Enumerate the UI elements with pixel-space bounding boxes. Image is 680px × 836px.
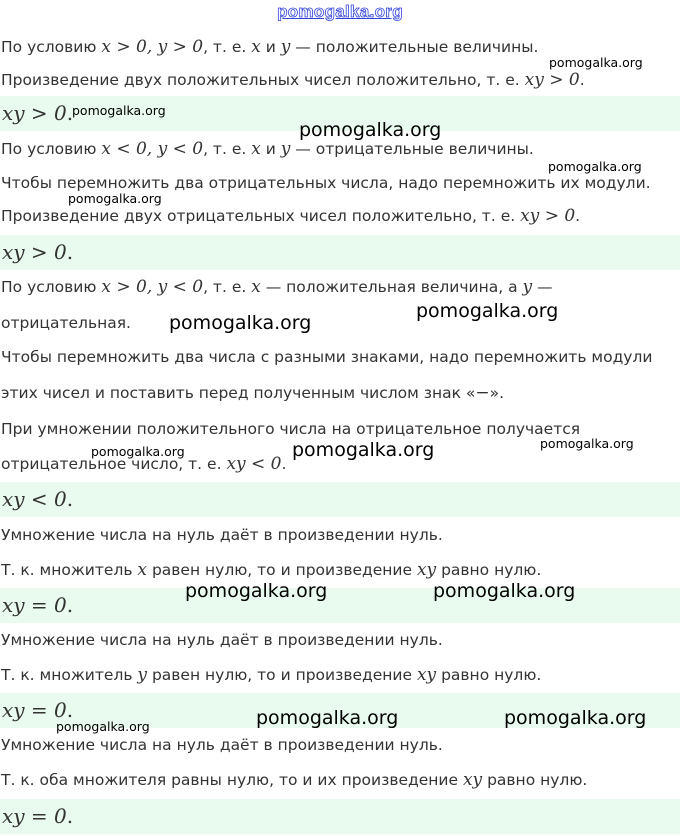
watermark: pomogalka.org: [416, 300, 559, 322]
text-fragment: — положительные величины.: [290, 38, 539, 56]
text-fragment: —: [532, 278, 553, 296]
text-fragment: , т. е.: [203, 278, 252, 296]
math-expression: xy < 0: [2, 487, 67, 511]
text-fragment: равно нулю.: [436, 561, 542, 579]
watermark: pomogalka.org: [292, 439, 435, 461]
text-fragment: этих чисел и поставить перед полученным числом знак «: [1, 384, 476, 402]
text-fragment: .: [66, 240, 74, 264]
math-expression: x > 0, y > 0: [101, 37, 204, 57]
text-fragment: По условию: [1, 140, 102, 158]
watermark: pomogalka.org: [256, 707, 399, 729]
text-line: [0, 658, 680, 693]
text-fragment: равен нулю, то и произведение: [147, 561, 417, 579]
math-expression: xy > 0: [520, 206, 576, 226]
watermark: pomogalka.org: [299, 119, 442, 141]
site-header: [0, 0, 680, 26]
text-fragment: равно нулю.: [436, 666, 542, 684]
math-expression: xy > 0: [524, 70, 580, 90]
math-expression: −: [475, 383, 490, 403]
math-expression: x: [137, 560, 148, 580]
text-fragment: .: [66, 804, 74, 828]
math-expression: y: [280, 139, 291, 159]
math-expression: y: [522, 277, 533, 297]
watermark: pomogalka.org: [68, 191, 162, 206]
text-fragment: .: [66, 487, 74, 511]
watermark: pomogalka.org: [56, 719, 150, 734]
math-expression: xy: [416, 560, 437, 580]
result-line: [0, 799, 680, 834]
text-fragment: .: [579, 71, 585, 89]
text-fragment: , т. е.: [203, 38, 252, 56]
text-fragment: Т. к. множитель: [1, 666, 138, 684]
site-link[interactable]: pomogalka.org: [277, 2, 403, 21]
watermark: pomogalka.org: [185, 580, 328, 602]
text-line: [0, 340, 680, 375]
math-expression: xy = 0: [2, 593, 67, 617]
text-fragment: Произведение двух положительных чисел положительно, т. е.: [1, 71, 525, 89]
result-line: [0, 235, 680, 270]
math-expression: x < 0, y < 0: [101, 139, 204, 159]
text-fragment: Чтобы перемножить два отрицательных числа, надо перемножить их модули.: [1, 174, 651, 192]
text-fragment: — положительная величина, а: [260, 278, 523, 296]
watermark: pomogalka.org: [548, 159, 642, 174]
text-fragment: Чтобы перемножить два числа с разными знаками, надо перемножить модули: [1, 348, 653, 366]
math-expression: xy > 0: [2, 101, 67, 125]
watermark: pomogalka.org: [433, 580, 576, 602]
text-fragment: .: [66, 101, 74, 125]
text-fragment: , т. е.: [203, 140, 252, 158]
math-expression: xy = 0: [2, 698, 67, 722]
result-line: [0, 482, 680, 517]
watermark: pomogalka.org: [540, 436, 634, 451]
math-expression: x > 0, y < 0: [101, 277, 204, 297]
text-fragment: .: [66, 593, 74, 617]
watermark: pomogalka.org: [169, 312, 312, 334]
watermark: pomogalka.org: [504, 707, 647, 729]
text-line: [0, 623, 680, 658]
text-fragment: Т. к. оба множителя равны нулю, то и их произведение: [1, 771, 463, 789]
text-fragment: отрицательная.: [1, 314, 131, 332]
text-fragment: Умножение числа на нуль даёт в произведении нуль.: [1, 526, 443, 544]
text-fragment: и: [260, 38, 281, 56]
watermark: pomogalka.org: [72, 103, 166, 118]
math-expression: xy < 0: [226, 454, 282, 474]
text-fragment: По условию: [1, 278, 102, 296]
text-fragment: Т. к. множитель: [1, 561, 138, 579]
text-fragment: Умножение числа на нуль даёт в произведении нуль.: [1, 631, 443, 649]
math-expression: xy: [416, 665, 437, 685]
result-line: [0, 588, 680, 623]
math-expression: y: [280, 37, 291, 57]
text-fragment: Умножение числа на нуль даёт в произведении нуль.: [1, 736, 443, 754]
text-fragment: .: [281, 455, 287, 473]
watermark: pomogalka.org: [549, 55, 643, 70]
text-line: [0, 763, 680, 798]
text-line: [0, 518, 680, 553]
math-expression: y: [137, 665, 148, 685]
text-fragment: .: [575, 207, 581, 225]
text-line: [0, 306, 680, 341]
math-expression: x: [251, 37, 261, 57]
math-expression: xy: [462, 770, 483, 790]
text-fragment: и: [260, 140, 281, 158]
text-fragment: При умножении положительного числа на отрицательное получается: [1, 420, 581, 438]
text-fragment: .: [66, 698, 74, 722]
math-expression: x: [251, 277, 261, 297]
watermark: pomogalka.org: [91, 444, 185, 459]
math-expression: x: [251, 139, 261, 159]
math-expression: xy > 0: [2, 240, 67, 264]
text-fragment: По условию: [1, 38, 102, 56]
text-fragment: равно нулю.: [482, 771, 588, 789]
text-fragment: равен нулю, то и произведение: [147, 666, 417, 684]
text-fragment: отрицательное число, т. е.: [1, 455, 227, 473]
text-fragment: Произведение двух отрицательных чисел положительно, т. е.: [1, 207, 521, 225]
text-fragment: — отрицательные величины.: [290, 140, 534, 158]
text-line: [0, 376, 680, 411]
text-line: [0, 270, 680, 305]
text-line: [0, 553, 680, 588]
text-fragment: ».: [489, 384, 505, 402]
math-expression: xy = 0: [2, 804, 67, 828]
